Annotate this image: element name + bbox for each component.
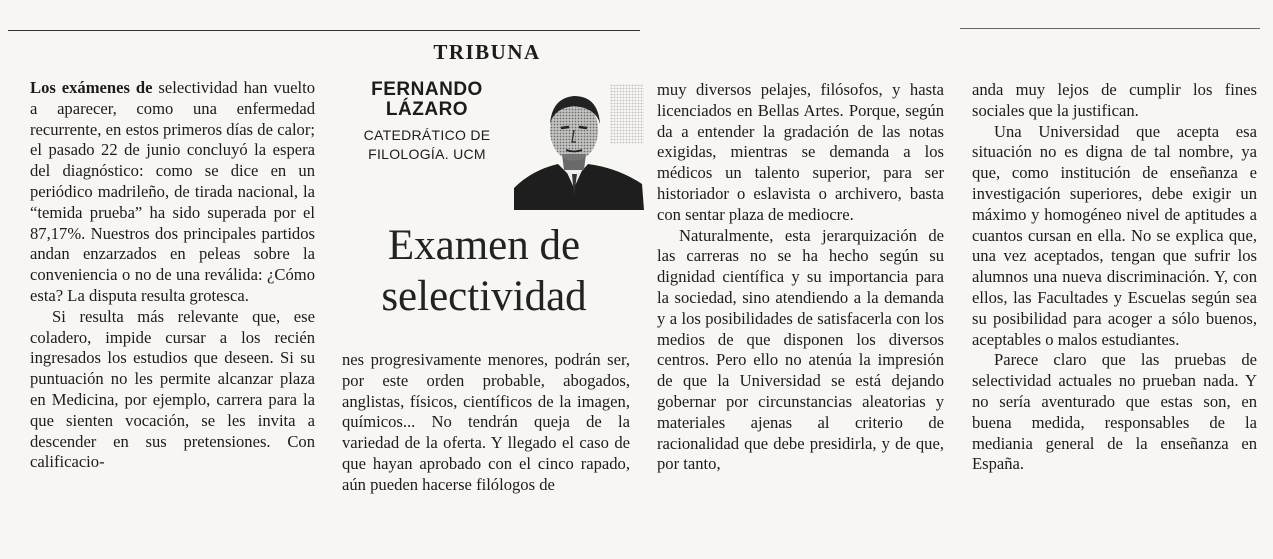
- author-role-line1: CATEDRÁTICO DE: [363, 127, 491, 143]
- section-title: TRIBUNA: [433, 40, 541, 64]
- author-role-line2: FILOLOGÍA. UCM: [368, 146, 486, 162]
- article-column-3: [657, 80, 944, 475]
- headline-line1: Examen de: [387, 222, 581, 269]
- article-column-2: [342, 350, 630, 496]
- headline-line2: selectividad: [381, 273, 587, 320]
- headline: [350, 220, 618, 322]
- author-photo: [514, 84, 644, 210]
- paragraph: Naturalmente, esta jerarquización de las carreras no se ha hecho según su dignidad científica y su importancia para la sociedad, sino atendiendo a la demanda y a los posibilidades de satisfacerla con los medios de que disponen los diversos centros. Pero ello no atenúa la impresión de que la Universidad se está dejando gobernar por circunstancias aleatorias y materiales ajenas al criterio de racionalidad que debe presidirla, y de que, por tanto,: [657, 225, 944, 474]
- paragraph: Si resulta más relevante que, ese coladero, impide cursar a los recién ingresados los estudios que deseen. Si su puntuación no les permite alcanzar plaza en Medicina, por ejemplo, carrera para la que sienten vocación, se les invita a descender en sus pretensiones. Con calificacio-: [30, 306, 315, 472]
- paragraph-text: selectividad han vuelto a aparecer, como una enfermedad recurrente, en estos primeros días de calor; el pasado 22 de junio concluyó la espera del diagnóstico: como se dice en un periódico madrileño, de tirada nacional, la “temida prueba” ha sido superada por el 87,17%. Nuestros dos principales partidos andan enzarzados en peleas sobre la conveniencia o no de una reválida: ¿Cómo esta? La disputa resulta grotesca.: [30, 78, 315, 305]
- paragraph: [30, 78, 315, 307]
- top-rule-right: [960, 28, 1260, 29]
- paragraph: Parece claro que las pruebas de selectividad actuales no prueban nada. Y no sería aventurado que estas son, en buena medida, responsables de la mediania general de la enseñanza en España.: [972, 350, 1257, 474]
- author-name-line2: LÁZARO: [385, 99, 469, 120]
- article-column-1: [30, 78, 315, 473]
- author-name: [352, 80, 502, 120]
- paragraph: muy diversos pelajes, filósofos, y hasta licenciados en Bellas Artes. Porque, según da a entender la gradación de las notas exigidas, mientras se demanda a los médicos un talento superior, para ser historiador o eslavista o archivero, basta con sentar plaza de mediocre.: [657, 80, 944, 224]
- author-role: [352, 126, 502, 164]
- paragraph: anda muy lejos de cumplir los fines sociales que la justifican.: [972, 80, 1257, 120]
- lead-in: Los exámenes de: [30, 78, 153, 97]
- author-box: [352, 80, 642, 212]
- paragraph: Una Universidad que acepta esa situación no es digna de tal nombre, ya que, como institución de enseñanza e investigación superiores, debe exigir un máximo y homogéneo nivel de aptitudes a cuantos cursan en ella. No se explica que, una vez aceptados, tengan que sufrir los alumnos una nueva discriminación. Y, con ellos, las Facultades y Escuelas según sea su posibilidad para acoger a sólo buenos, aceptables o malos estudiantes.: [972, 121, 1257, 349]
- paragraph: nes progresivamente menores, podrán ser, por este orden probable, abogados, anglistas, físicos, científicos de la imagen, químicos... No tendrán queja de la variedad de la oferta. Y llegado el caso de que hayan aprobado con el cinco rapado, aún pueden hacerse filólogos de: [342, 350, 630, 494]
- author-name-line1: FERNANDO: [371, 79, 483, 100]
- top-rule: [8, 30, 640, 31]
- article-column-4: [972, 80, 1257, 475]
